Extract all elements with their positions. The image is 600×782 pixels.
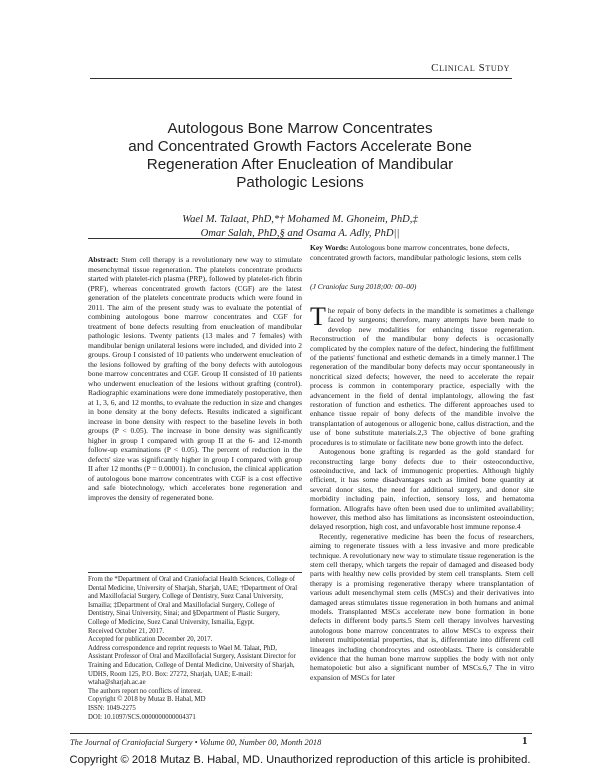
body-paragraph xyxy=(310,306,534,447)
title-line: Pathologic Lesions xyxy=(236,174,364,191)
conflicts: The authors report no conflicts of interest. xyxy=(88,687,203,695)
accepted-date: Accepted for publication December 20, 2017. xyxy=(88,636,213,644)
body-paragraph-text: he repair of bony defects in the mandible is sometimes a challenge faced by surgeons; therefore, many attempts have been made to develop new modalities for enhancing tissue regeneration. Reconstruction of the mandibular bony defects is occasionally complicated by the complex nature of the defect, hindering the fulfillment of the patients' functional and esthetic demands in a timely manner.1 The regeneration of the mandibular bony defects may occur spontaneously in noncritical sized defects; however, the need to accelerate the repair process is common in contemporary practice, especially with the advancement in the field of dental implantology, allowing the fast restoration of function and esthetics. The different approaches used to enhance tissue repair of bony defects of the mandible involve the transplantation of autogenous or allogenic bone, callus distraction, and the use of bone substitute materials.2,3 The objective of bone grafting procedures is to stimulate or facilitate new bone growth into the defect. xyxy=(310,306,534,447)
abstract xyxy=(88,255,302,502)
issn: ISSN: 1049-2275 xyxy=(88,704,136,712)
page-number: 1 xyxy=(522,735,528,747)
affiliation-text: From the *Department of Oral and Craniofacial Health Sciences, College of Dental Medicine, University of Sharjah, Sharjah, UAE; †Department of Oral and Maxillofacial Surgery, College of Dentistry, Suez Canal University, Ismailia; ‡Department of Oral and Maxillofacial Surgery, College of Dentistry, Sinai University, Sinai; and §Department of Plastic Surgery, College of Medicine, Suez Canal University, Ismailia, Egypt. xyxy=(88,576,298,626)
copyright-line: Copyright © 2018 by Mutaz B. Habal, MD xyxy=(88,696,206,704)
title-line: Regeneration After Enucleation of Mandibular xyxy=(146,156,454,173)
footer-rule xyxy=(70,733,532,734)
received-date: Received October 21, 2017. xyxy=(88,627,165,635)
abstract-text: Stem cell therapy is a revolutionary new way to stimulate mesenchymal tissue regeneration. The platelets concentrate products started with platelet-rich plasma (PRP), followed by platelet-rich fibrin (PRF), whereas concentrated growth factors (CGF) are the latest generation of the platelets concentrate products which were found in 2011. The aim of the present study was to evaluate the potential of combining autologous bone marrow concentrates and CGF for treatment of bone defects resulting from enucleation of mandibular pathologic lesions. Twenty patients (13 males and 7 females) with mandibular benign unilateral lesions were included, and divided into 2 groups. Group I consisted of 10 patients who underwent enucleation of the lesions followed by grafting of the bony defects with autologous bone marrow concentrates and CGF. Group II consisted of 10 patients who underwent enucleation of the lesions without grafting (control). Radiographic examinations were done immediately postoperative, then at 1, 3, 6, and 12 months, to evaluate the reduction in size and changes in bone density at the bony defects. Results indicated a significant increase in bone density with respect to the baseline levels in both groups (P < 0.05). The increase in bone density was significantly higher in group I compared with group II at the 6- and 12-month follow-up examinations (P < 0.05). The percent of reduction in the defects' size was significantly higher in group I compared with group II after 12 months (P = 0.00001). In conclusion, the clinical application of autologous bone marrow concentrates with CGF is a cost effective and safe biotechnology, which accelerates bone regeneration and improves the density of regenerated bone. xyxy=(88,255,302,502)
author-list xyxy=(60,213,540,241)
keywords-label: Key Words: xyxy=(310,243,349,252)
section-label: Clinical Study xyxy=(431,62,510,74)
title-line: Autologous Bone Marrow Concentrates xyxy=(167,120,433,137)
affiliation-rule xyxy=(88,572,302,573)
keywords xyxy=(310,243,534,262)
author-line: Wael M. Talaat, PhD,*† Mohamed M. Ghoneim, PhD,‡ xyxy=(182,214,418,225)
title-line: and Concentrated Growth Factors Accelerate Bone xyxy=(128,138,472,155)
footer-journal: The Journal of Craniofacial Surgery • Volume 00, Number 00, Month 2018 xyxy=(70,738,322,747)
title-rule xyxy=(88,238,302,239)
affiliations xyxy=(88,576,302,722)
citation: (J Craniofac Surg 2018;00: 00–00) xyxy=(310,282,417,291)
correspondence: Address correspondence and reprint requests to Wael M. Talaat, PhD, Assistant Professor of Oral and Maxillofacial Surgery, Assistant Director for Training and Education, College of Dental Medicine, University of Sharjah, UDHS, Room 125, P.O. Box: 27272, Sharjah, UAE; E-mail: wtaha@sharjah.ac.ae xyxy=(88,644,296,687)
abstract-label: Abstract: xyxy=(88,255,119,264)
body-paragraph: Recently, regenerative medicine has been the focus of researchers, aiming to regenerate tissues with a less invasive and more predicable technique. A revolutionary new way to stimulate tissue regeneration is the stem cell therapy, which targets the repair of damaged and diseased body parts with healthy new cells provided by stem cell transplants. Stem cell therapy is a promising regenerative therapy where transplantation of various adult mesenchymal stem cells (MSCs) and their derivatives into damaged areas stimulates tissue regeneration in both humans and animal models. Transplanted MSCs accelerate new bone formation in bone defects in different body parts.5 Stem cell therapy involves harvesting autologous bone marrow concentrates to allow MSCs to express their inherent multipotential properties, that is, differentiate into different cell lineages including chondrocytes and osteoblasts. There is considerable evidence that the human bone marrow supplies the body with not only hematopoietic but also a significant number of MSCs.6,7 The in vitro expansion of MSCs for later xyxy=(310,531,534,682)
body-text xyxy=(310,306,534,751)
doi: DOI: 10.1097/SCS.0000000000004371 xyxy=(88,713,196,721)
header-rule xyxy=(90,78,512,79)
drop-cap: T xyxy=(310,306,326,331)
author-line: Omar Salah, PhD,§ and Osama A. Adly, PhD|| xyxy=(200,228,400,239)
body-paragraph: Autogenous bone grafting is regarded as the gold standard for reconstructing large bony defects due to their osteoconductive, osteoinductive, and lack of immunogenic properties. Although highly efficient, it has some disadvantages such as limited bone quantity at several donor sites, the need for additional surgery, and donor site morbidity including pain, infection, sensory loss, and hematoma formation. Allografts have often been used due to unlimited availability; however, this method also has limitations as inconsistent osteoinduction, delayed resorption, high cost, and unfavorable host immune reponse.4 xyxy=(310,447,534,532)
copyright-notice: Copyright © 2018 Mutaz B. Habal, MD. Unauthorized reproduction of this article is prohibited. xyxy=(69,754,531,766)
article-title xyxy=(60,120,540,192)
keywords-text: Autologous bone marrow concentrates, bone defects, concentrated growth factors, mandibular pathologic lesions, stem cells xyxy=(310,243,522,262)
